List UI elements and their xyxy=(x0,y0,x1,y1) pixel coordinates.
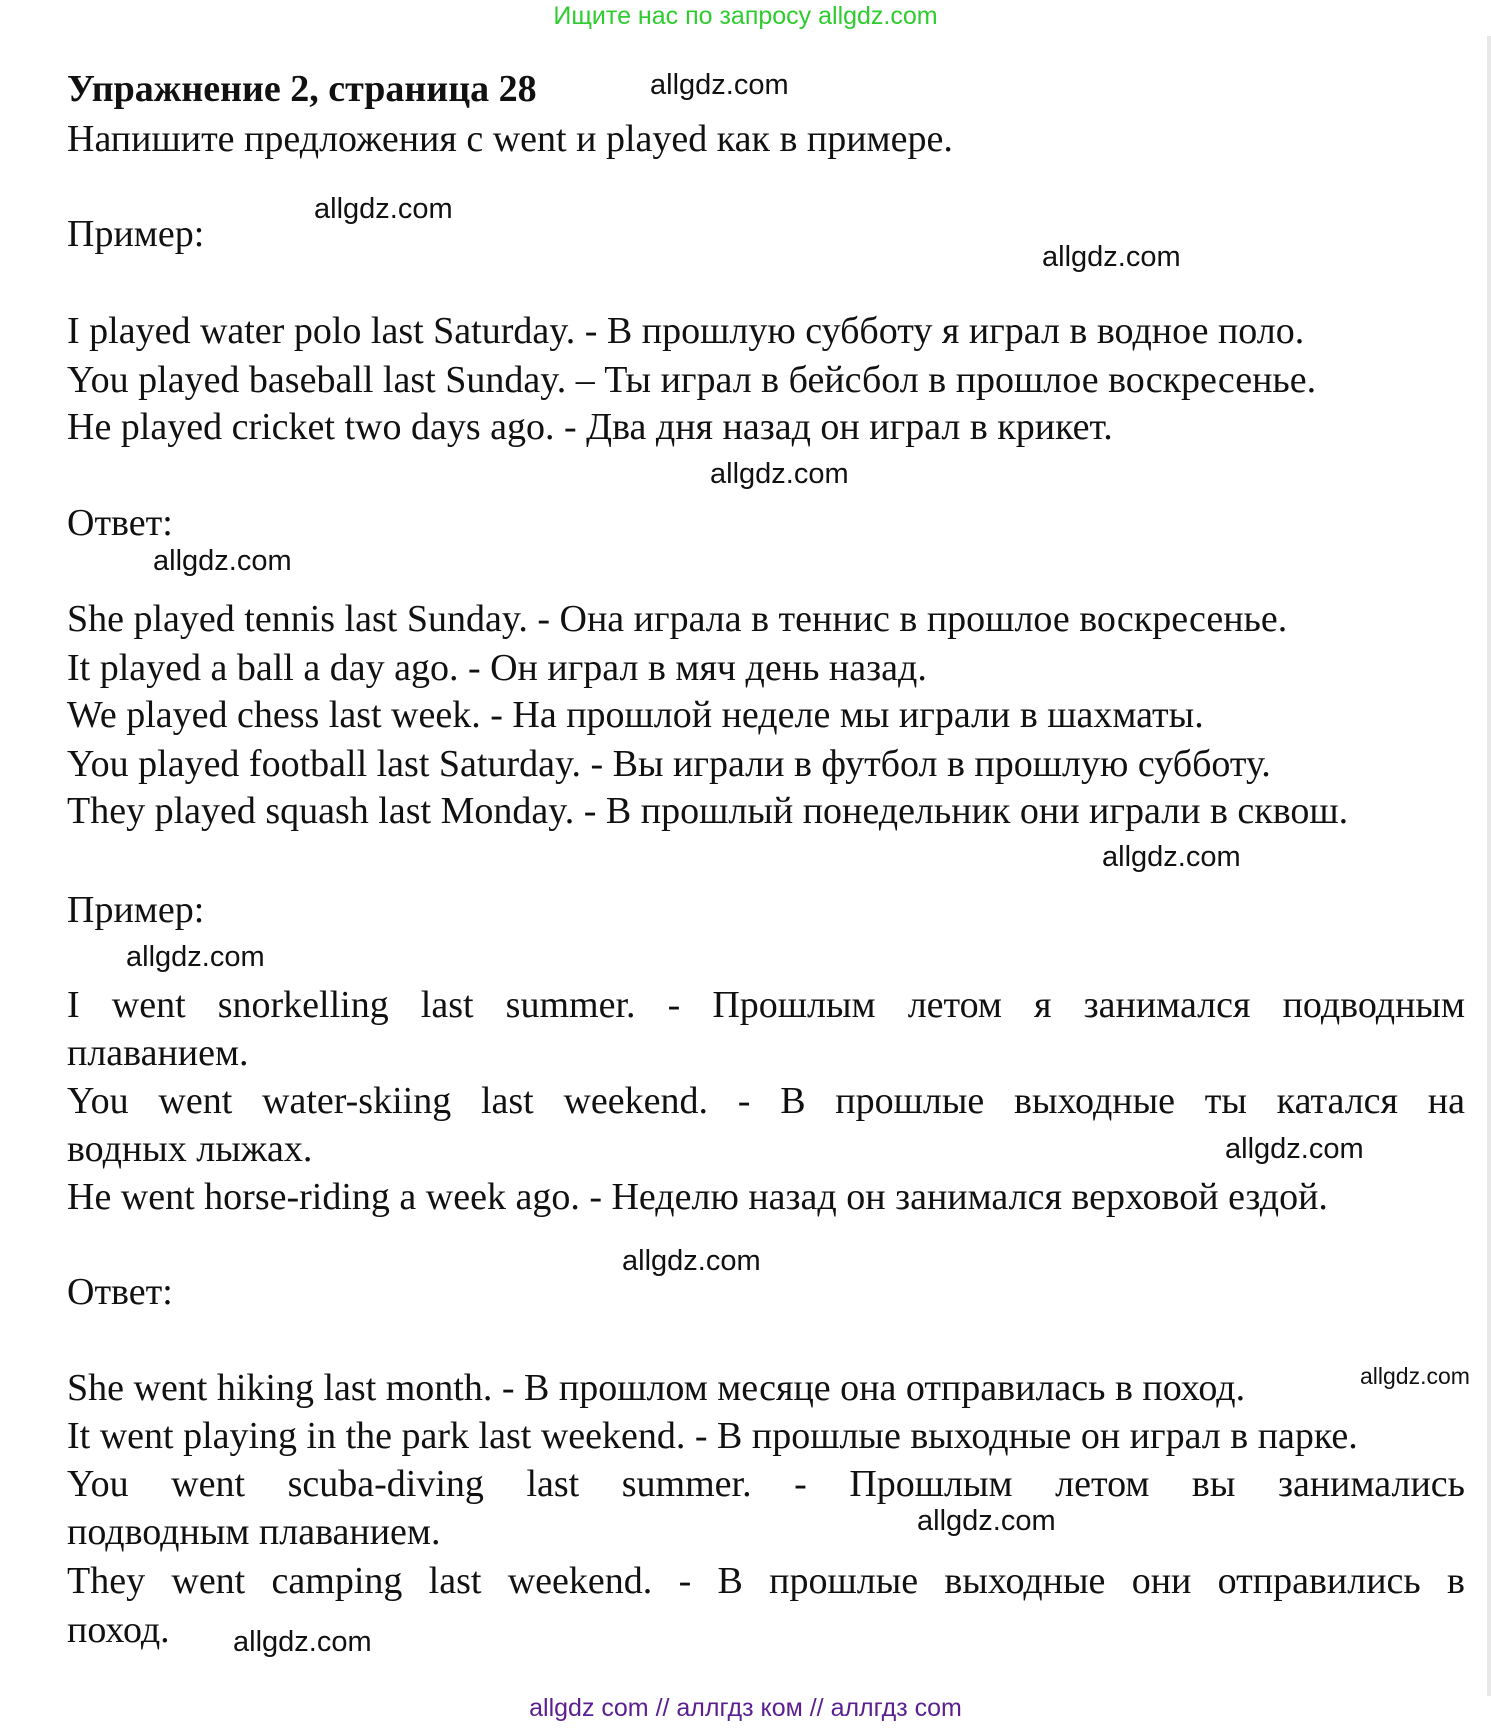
watermark: allgdz.com xyxy=(1360,1363,1470,1389)
section-label: Ответ: xyxy=(67,1271,173,1313)
top-banner: Ищите нас по запросу allgdz.com xyxy=(553,2,938,30)
watermark: allgdz.com xyxy=(153,545,292,577)
watermark: allgdz.com xyxy=(126,941,265,973)
footer-links: allgdz com // аллгдз ком // аллгдз com xyxy=(529,1694,962,1722)
sentence-line: плаванием. xyxy=(67,1032,249,1074)
sentence-line: You went water-skiing last weekend. - В прошлые выходные ты катался на xyxy=(67,1080,1465,1122)
sentence-line: подводным плаванием. xyxy=(67,1511,441,1553)
exercise-title: Упражнение 2, страница 28 xyxy=(67,68,537,110)
section-label: Ответ: xyxy=(67,502,173,544)
watermark: allgdz.com xyxy=(917,1505,1056,1537)
scrollbar-track[interactable] xyxy=(1487,36,1491,1696)
watermark: allgdz.com xyxy=(1102,841,1241,873)
sentence-line: водных лыжах. xyxy=(67,1128,313,1170)
watermark: allgdz.com xyxy=(1042,241,1181,273)
sentence-line: She played tennis last Sunday. - Она играла в теннис в прошлое воскресенье. xyxy=(67,598,1288,640)
sentence-line: You went scuba-diving last summer. - Прошлым летом вы занимались xyxy=(67,1463,1465,1505)
watermark: allgdz.com xyxy=(622,1245,761,1277)
sentence-line: I played water polo last Saturday. - В прошлую субботу я играл в водное поло. xyxy=(67,310,1305,352)
sentence-line: You played baseball last Sunday. – Ты играл в бейсбол в прошлое воскресенье. xyxy=(67,359,1317,401)
watermark: allgdz.com xyxy=(233,1626,372,1658)
watermark: allgdz.com xyxy=(710,458,849,490)
sentence-line: She went hiking last month. - В прошлом месяце она отправилась в поход. xyxy=(67,1367,1246,1409)
sentence-line: We played chess last week. - На прошлой неделе мы играли в шахматы. xyxy=(67,694,1204,736)
sentence-line: It went playing in the park last weekend. - В прошлые выходные он играл в парке. xyxy=(67,1415,1358,1457)
sentence-line: поход. xyxy=(67,1609,170,1651)
section-label: Пример: xyxy=(67,213,205,255)
exercise-instructions: Напишите предложения с went и played как в примере. xyxy=(67,118,953,160)
watermark: allgdz.com xyxy=(650,69,789,101)
sentence-line: He played cricket two days ago. - Два дня назад он играл в крикет. xyxy=(67,406,1113,448)
watermark: allgdz.com xyxy=(1225,1133,1364,1165)
sentence-line: They played squash last Monday. - В прошлый понедельник они играли в сквош. xyxy=(67,790,1349,832)
sentence-line: He went horse-riding a week ago. - Неделю назад он занимался верховой ездой. xyxy=(67,1176,1328,1218)
watermark: allgdz.com xyxy=(314,193,453,225)
sentence-line: They went camping last weekend. - В прошлые выходные они отправились в xyxy=(67,1560,1465,1602)
sentence-line: It played a ball a day ago. - Он играл в мяч день назад. xyxy=(67,647,927,689)
sentence-line: You played football last Saturday. - Вы играли в футбол в прошлую субботу. xyxy=(67,743,1271,785)
section-label: Пример: xyxy=(67,889,205,931)
sentence-line: I went snorkelling last summer. - Прошлым летом я занимался подводным xyxy=(67,984,1465,1026)
